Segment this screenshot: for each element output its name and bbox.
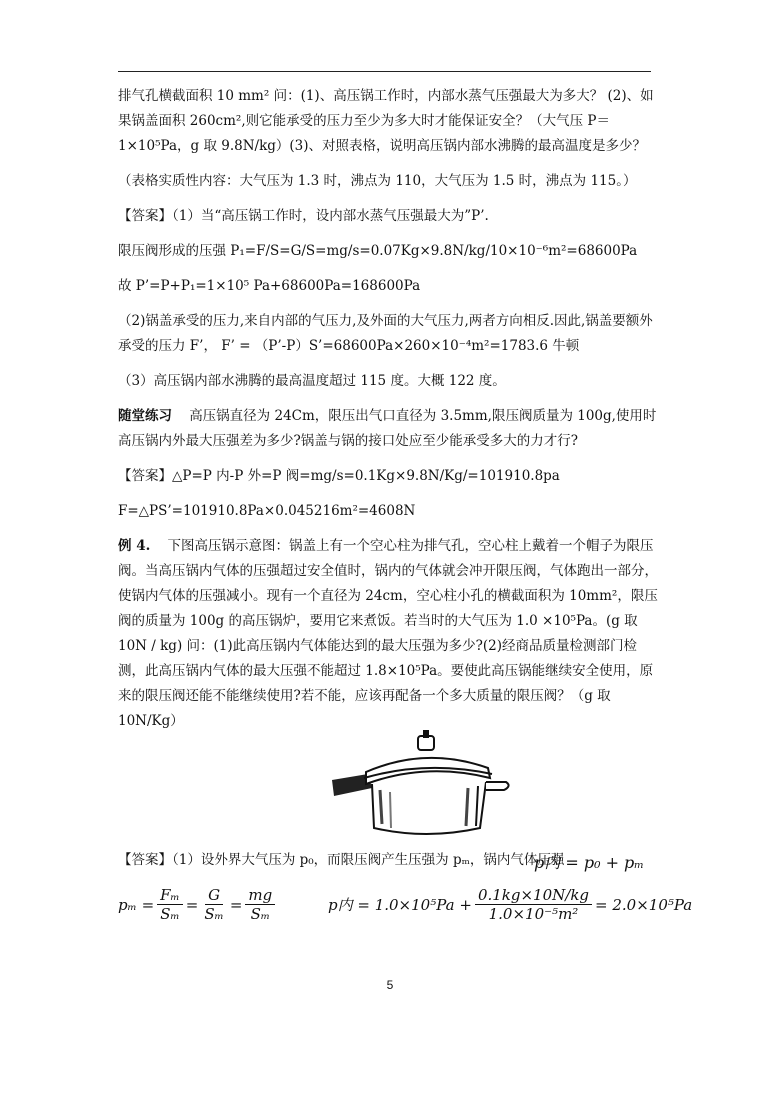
fraction-f-over-s: $\frac{\text{Fₘ}}{\text{Sₘ}}$ — [157, 886, 183, 923]
formula2-rhs: = 2.0×10⁵Pa — [595, 895, 693, 914]
practice-text: 高压锅直径为 24Cm，限压出气口直径为 3.5mm,限压阀质量为 100g,使用时高压锅内外最大压强差为多少?锅盖与锅的接口处应至少能承受多大的力才行? — [118, 408, 657, 449]
formula-inner-pressure-result — [328, 886, 692, 923]
page-number: 5 — [386, 978, 394, 992]
formula1-lhs: pₘ = — [118, 895, 155, 914]
table-note: （表格实质性内容：大气压为 1.3 时，沸点为 110，大气压为 1.5 时，沸点为 115。） — [118, 173, 637, 189]
pressure-cooker-illustration — [328, 728, 524, 840]
answer-1-line-2: 限压阀形成的压强 P₁=F/S=G/S=mg/s=0.07Kg×9.8N/kg/10×10⁻⁶m²=68600Pa — [118, 243, 638, 259]
answer-1-line-5: （3）高压锅内部水沸腾的最高温度超过 115 度。大概 122 度。 — [118, 373, 506, 389]
fraction-mg-over-s: $\frac{mg}{\text{Sₘ}}$ — [245, 886, 275, 923]
formula-inner-pressure: p内 = p₀ + pₘ — [534, 853, 645, 872]
answer-1-line-3: 故 P’=P+P₁=1×10⁵ Pa+68600Pa=168600Pa — [118, 278, 421, 294]
document-body — [118, 84, 658, 734]
fraction-force-over-area: $\frac{0.1kg\times 10N/kg}{\text{1.0×10⁻⁵m²}}$ — [475, 886, 592, 923]
example-label: 例 4. — [118, 538, 151, 554]
header-rule — [118, 71, 651, 72]
formula-valve-pressure: pₘ = $\frac{\text{Fₘ}}{\text{Sₘ}}$ = $\frac{G}{\text{Sₘ}}$ = $\frac{mg}{\text{Sₘ}}$ — [118, 886, 278, 923]
answer-3-line: 【答案】（1）设外界大气压为 p₀，而限压阀产生压强为 pₘ，锅内气体压强 — [118, 852, 565, 868]
formula2-lhs: p内 = 1.0×10⁵Pa + — [328, 896, 472, 914]
example-paragraph — [118, 534, 658, 734]
answer-2-line-2: F=△PS’=101910.8Pa×0.045216m²=4608N — [118, 503, 416, 519]
practice-paragraph — [118, 404, 658, 454]
answer-1-line-4: （2)锅盖承受的压力,来自内部的气压力,及外面的大气压力,两者方向相反.因此,锅盖要额外承受的压力 F’， F’ = （P’-P）S’=68600Pa×260×10⁻⁴m²=1783.6 牛顿 — [118, 313, 653, 354]
question-text: 排气孔横截面积 10 mm² 问：(1)、高压锅工作时，内部水蒸气压强最大为多大？ (2)、如果锅盖面积 260cm²,则它能承受的压力至少为多大时才能保证安全？（大气压 P＝1×10⁵Pa，g 取 9.8N/kg）(3)、对照表格，说明高压锅内部水沸腾的最高温度是多少？ — [118, 88, 654, 154]
example-text: 下图高压锅示意图：锅盖上有一个空心柱为排气孔，空心柱上戴着一个帽子为限压阀。当高压锅内气体的压强超过安全值时，锅内的气体就会冲开限压阀，气体跑出一部分，使锅内气体的压强减小。现有一个直径为 24cm，空心柱小孔的横截面积为 10mm²，限压阀的质量为 100g 的高压锅炉，要用它来煮饭。若当时的大气压为 1.0 ×10⁵Pa。(g 取 10N / kg) 问：(1)此高压锅内气体能达到的最大压强为多少?(2)经商品质量检测部门检测，此高压锅内气体的最大压强不能超过 1.8×10⁵Pa。要使此高压锅能继续安全使用，原来的限压阀还能不能继续使用?若不能，应该再配备一个多大质量的限压阀？（g 取 10N/Kg） — [118, 538, 658, 729]
fraction-g-over-s: $\frac{G}{\text{Sₘ}}$ — [204, 886, 224, 923]
answer-1-line-1: 【答案】（1）当“高压锅工作时，设内部水蒸气压强最大为”P’. — [118, 208, 489, 224]
answer-2-line-1: 【答案】△P=P 内-P 外=P 阀=mg/s=0.1Kg×9.8N/Kg/=101910.8pa — [118, 468, 560, 484]
practice-label: 随堂练习 — [118, 408, 172, 424]
